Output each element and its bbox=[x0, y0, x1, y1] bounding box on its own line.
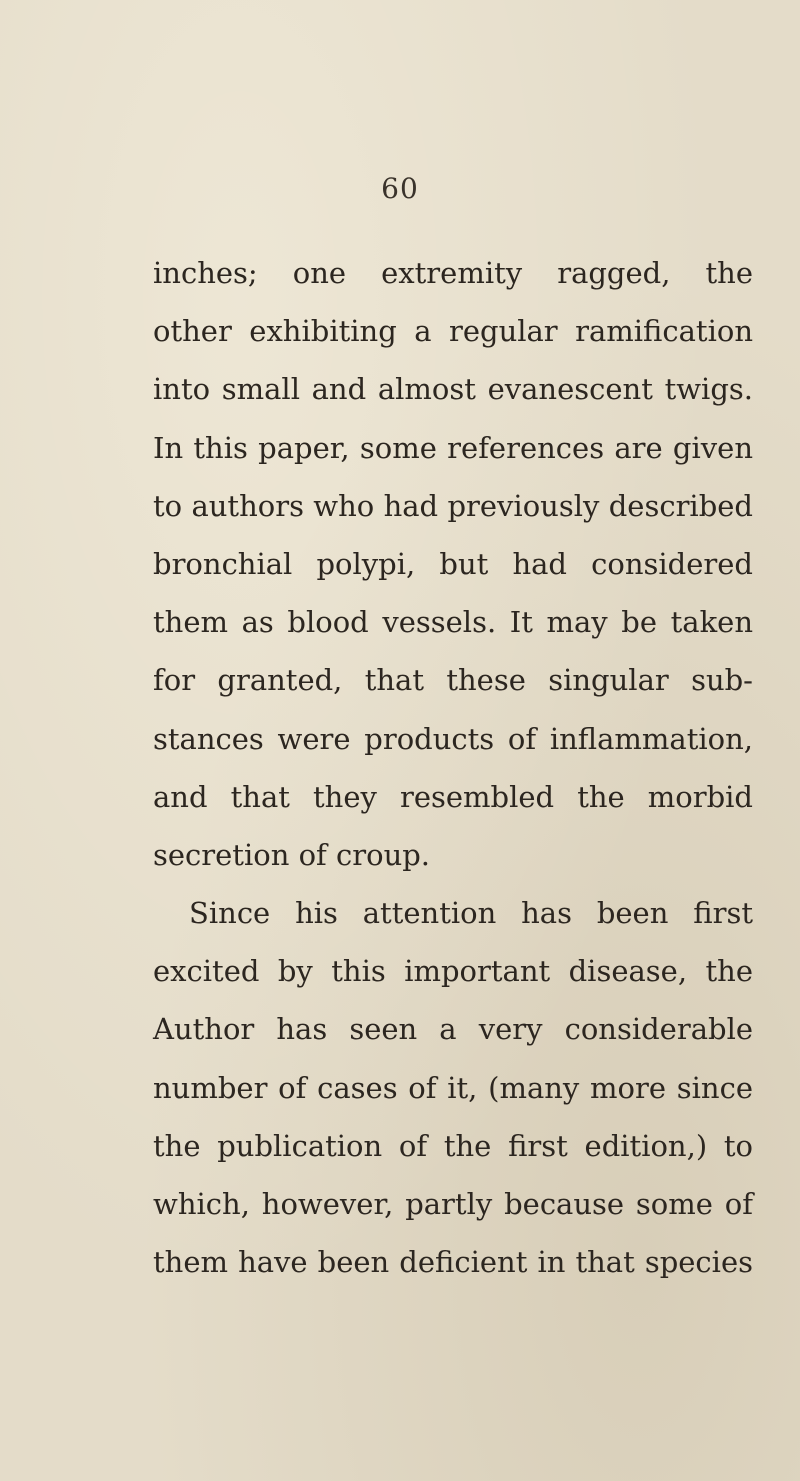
text-line: into small and almost evanescent twigs. bbox=[153, 372, 753, 407]
text-line: bronchial polypi, but had considered bbox=[153, 546, 753, 581]
text-line: other exhibiting a regular ramification bbox=[153, 314, 753, 349]
text-line: them have been deficient in that species bbox=[153, 1245, 753, 1280]
text-line: In this paper, some references are given bbox=[153, 430, 753, 465]
text-line: to authors who had previously described bbox=[153, 488, 753, 523]
text-line: them as blood vessels. It may be taken bbox=[153, 605, 753, 640]
text-line: inches; one extremity ragged, the bbox=[153, 256, 753, 290]
text-line: excited by this important disease, the bbox=[153, 954, 753, 989]
body-text bbox=[153, 244, 753, 1291]
page-number: 60 bbox=[381, 172, 419, 205]
paragraph-end-line: secretion of croup. bbox=[153, 837, 431, 872]
text-line: stances were products of inflammation, bbox=[153, 721, 753, 756]
text-line: for granted, that these singular sub- bbox=[153, 663, 753, 698]
text-line: which, however, partly because some of bbox=[153, 1187, 753, 1221]
paragraph-start-line: Since his attention has been first bbox=[189, 896, 753, 931]
text-line: and that they resembled the morbid bbox=[153, 779, 753, 814]
text-line: Author has seen a very considerable bbox=[153, 1012, 753, 1047]
text-line: number of cases of it, (many more since bbox=[153, 1070, 753, 1105]
text-line: the publication of the first edition,) to bbox=[153, 1128, 753, 1163]
